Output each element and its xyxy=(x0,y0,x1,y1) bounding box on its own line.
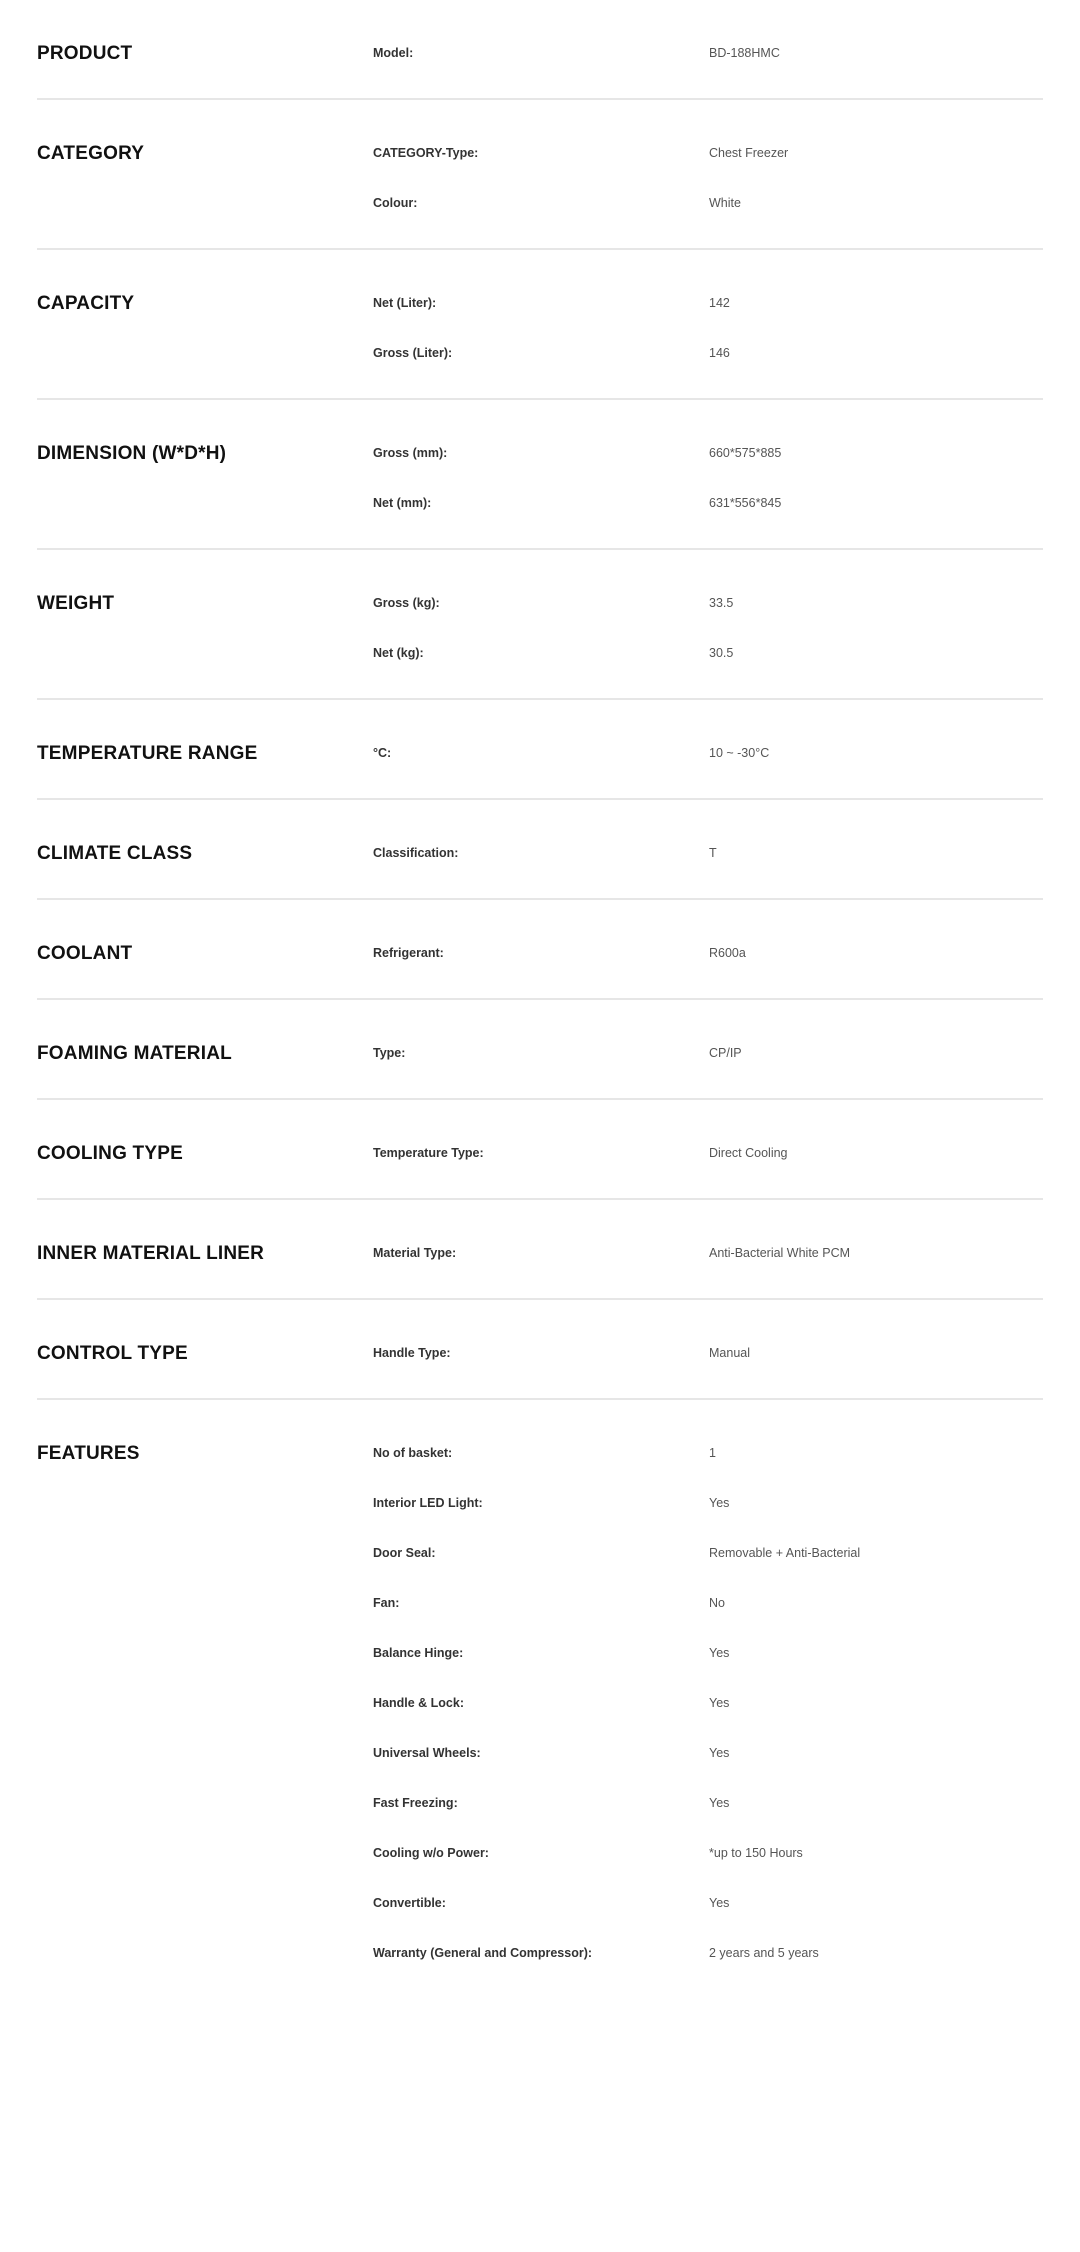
spec-label: Refrigerant: xyxy=(373,946,444,960)
spec-rows xyxy=(373,1244,1043,1266)
spec-row xyxy=(373,1894,1043,1944)
spec-row xyxy=(373,444,1043,494)
spec-label: CATEGORY-Type: xyxy=(373,146,479,160)
spec-value: CP/IP xyxy=(709,1046,742,1060)
section-title: FEATURES xyxy=(37,1443,140,1464)
spec-row xyxy=(373,1494,1043,1544)
spec-rows xyxy=(373,1344,1043,1366)
spec-label: Classification: xyxy=(373,846,459,860)
section-title: CLIMATE CLASS xyxy=(37,843,193,864)
spec-label: Warranty (General and Compressor): xyxy=(373,1946,593,1960)
spec-value: 1 xyxy=(709,1446,716,1460)
spec-row xyxy=(373,844,1043,866)
spec-section xyxy=(37,250,1043,400)
spec-label: Net (Liter): xyxy=(373,296,437,310)
spec-section xyxy=(37,0,1043,100)
spec-value: White xyxy=(709,196,741,210)
spec-row xyxy=(373,1694,1043,1744)
spec-row xyxy=(373,44,1043,66)
section-title: INNER MATERIAL LINER xyxy=(37,1243,265,1264)
section-title: COOLANT xyxy=(37,943,133,964)
spec-label: Net (kg): xyxy=(373,646,424,660)
spec-label: Convertible: xyxy=(373,1896,446,1910)
spec-value: *up to 150 Hours xyxy=(709,1846,803,1860)
spec-value: R600a xyxy=(709,946,746,960)
spec-row xyxy=(373,1444,1043,1494)
spec-rows xyxy=(373,944,1043,966)
spec-value: 10 ~ -30°C xyxy=(709,746,770,760)
spec-row xyxy=(373,1344,1043,1366)
spec-label: Gross (kg): xyxy=(373,596,440,610)
spec-rows xyxy=(373,294,1043,366)
spec-label: Type: xyxy=(373,1046,406,1060)
spec-value: BD-188HMC xyxy=(709,46,780,60)
spec-value: Yes xyxy=(709,1746,730,1760)
spec-label: No of basket: xyxy=(373,1446,453,1460)
spec-label: Temperature Type: xyxy=(373,1146,484,1160)
spec-row xyxy=(373,1844,1043,1894)
spec-value: Removable + Anti-Bacterial xyxy=(709,1546,861,1560)
spec-section xyxy=(37,900,1043,1000)
spec-value: 142 xyxy=(709,296,730,310)
spec-rows xyxy=(373,844,1043,866)
section-title: CAPACITY xyxy=(37,293,135,314)
spec-value: 2 years and 5 years xyxy=(709,1946,819,1960)
spec-section xyxy=(37,100,1043,250)
spec-section xyxy=(37,1100,1043,1200)
spec-label: Cooling w/o Power: xyxy=(373,1846,489,1860)
spec-row xyxy=(373,1594,1043,1644)
spec-row xyxy=(373,1144,1043,1166)
spec-label: Door Seal: xyxy=(373,1546,436,1560)
spec-row xyxy=(373,944,1043,966)
spec-label: Fast Freezing: xyxy=(373,1796,458,1810)
section-title: DIMENSION (W*D*H) xyxy=(37,443,227,464)
spec-section xyxy=(37,400,1043,550)
spec-rows xyxy=(373,144,1043,216)
spec-label: Handle Type: xyxy=(373,1346,451,1360)
spec-value: Manual xyxy=(709,1346,750,1360)
spec-section xyxy=(37,700,1043,800)
spec-rows xyxy=(373,1444,1043,1966)
spec-value: Yes xyxy=(709,1796,730,1810)
spec-row xyxy=(373,1794,1043,1844)
spec-section xyxy=(37,800,1043,900)
spec-row xyxy=(373,1944,1043,1966)
spec-label: Handle & Lock: xyxy=(373,1696,464,1710)
spec-row xyxy=(373,1644,1043,1694)
spec-label: Gross (mm): xyxy=(373,446,448,460)
spec-value: Direct Cooling xyxy=(709,1146,788,1160)
spec-row xyxy=(373,344,1043,366)
spec-rows xyxy=(373,1044,1043,1066)
spec-value: 660*575*885 xyxy=(709,446,782,460)
spec-label: Gross (Liter): xyxy=(373,346,453,360)
spec-rows xyxy=(373,744,1043,766)
spec-row xyxy=(373,594,1043,644)
spec-value: T xyxy=(709,846,717,860)
spec-value: Chest Freezer xyxy=(709,146,789,160)
spec-label: Material Type: xyxy=(373,1246,457,1260)
spec-label: Universal Wheels: xyxy=(373,1746,481,1760)
spec-value: Anti-Bacterial White PCM xyxy=(709,1246,851,1260)
spec-section xyxy=(37,1400,1043,1998)
spec-rows xyxy=(373,594,1043,666)
section-title: CATEGORY xyxy=(37,143,145,164)
spec-value: 30.5 xyxy=(709,646,734,660)
spec-value: Yes xyxy=(709,1496,730,1510)
spec-row xyxy=(373,1544,1043,1594)
spec-label: Balance Hinge: xyxy=(373,1646,464,1660)
spec-value: 33.5 xyxy=(709,596,734,610)
spec-rows xyxy=(373,1144,1043,1166)
spec-section xyxy=(37,1000,1043,1100)
section-title: TEMPERATURE RANGE xyxy=(37,743,258,764)
section-title: PRODUCT xyxy=(37,43,133,64)
section-title: WEIGHT xyxy=(37,593,115,614)
spec-rows xyxy=(373,444,1043,516)
spec-row xyxy=(373,1044,1043,1066)
spec-section xyxy=(37,1300,1043,1400)
section-title: COOLING TYPE xyxy=(37,1143,183,1164)
spec-row xyxy=(373,194,1043,216)
spec-label: Fan: xyxy=(373,1596,400,1610)
spec-label: Model: xyxy=(373,46,414,60)
spec-value: Yes xyxy=(709,1646,730,1660)
spec-row xyxy=(373,1744,1043,1794)
spec-row xyxy=(373,494,1043,516)
spec-section xyxy=(37,550,1043,700)
section-title: FOAMING MATERIAL xyxy=(37,1043,232,1064)
spec-row xyxy=(373,144,1043,194)
spec-section xyxy=(37,1200,1043,1300)
spec-value: Yes xyxy=(709,1896,730,1910)
spec-row xyxy=(373,1244,1043,1266)
spec-row xyxy=(373,644,1043,666)
spec-row xyxy=(373,294,1043,344)
spec-label: Interior LED Light: xyxy=(373,1496,483,1510)
spec-value: No xyxy=(709,1596,725,1610)
spec-value: Yes xyxy=(709,1696,730,1710)
spec-label: Net (mm): xyxy=(373,496,432,510)
spec-label: Colour: xyxy=(373,196,418,210)
spec-value: 146 xyxy=(709,346,730,360)
section-title: CONTROL TYPE xyxy=(37,1343,188,1364)
spec-label: °C: xyxy=(373,746,392,760)
spec-row xyxy=(373,744,1043,766)
spec-value: 631*556*845 xyxy=(709,496,782,510)
spec-rows xyxy=(373,44,1043,66)
